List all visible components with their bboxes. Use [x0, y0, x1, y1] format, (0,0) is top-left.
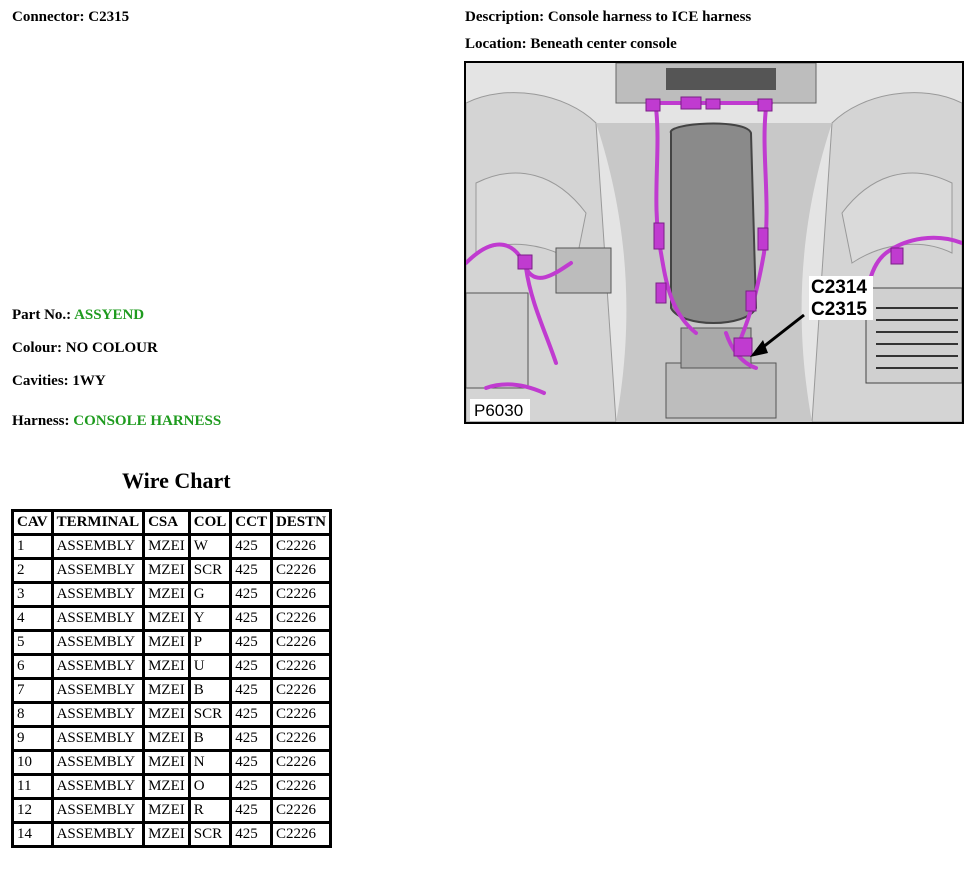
callout-c2315: C2315: [811, 299, 867, 320]
cell-destn: C2226: [273, 584, 329, 605]
cell-terminal: ASSEMBLY: [54, 632, 143, 653]
table-row: [14, 608, 329, 629]
header-cav: CAV: [14, 512, 51, 533]
cell-csa: MZEI: [145, 656, 188, 677]
cell-col: W: [191, 536, 230, 557]
cell-col: R: [191, 800, 230, 821]
connector-line: [12, 8, 129, 26]
cell-cav: 8: [14, 704, 51, 725]
cell-cav: 9: [14, 728, 51, 749]
cell-terminal: ASSEMBLY: [54, 608, 143, 629]
cavities-label: Cavities:: [12, 373, 69, 389]
table-row: [14, 752, 329, 773]
cell-terminal: ASSEMBLY: [54, 752, 143, 773]
cell-cct: 425: [232, 824, 270, 845]
description-label: Description:: [465, 9, 545, 25]
cell-destn: C2226: [273, 632, 329, 653]
colour-label: Colour:: [12, 340, 62, 356]
cell-col: U: [191, 656, 230, 677]
cell-csa: MZEI: [145, 608, 188, 629]
header-terminal: TERMINAL: [54, 512, 143, 533]
cell-terminal: ASSEMBLY: [54, 728, 143, 749]
table-row: [14, 560, 329, 581]
cell-cav: 10: [14, 752, 51, 773]
wire-chart-header: [14, 512, 329, 533]
figure-reference: P6030: [474, 401, 524, 420]
cell-cct: 425: [232, 728, 270, 749]
cell-destn: C2226: [273, 728, 329, 749]
table-row: [14, 800, 329, 821]
cell-terminal: ASSEMBLY: [54, 656, 143, 677]
callout-c2314: C2314: [811, 277, 867, 298]
header-cct: CCT: [232, 512, 270, 533]
cell-cav: 4: [14, 608, 51, 629]
harness-label: Harness:: [12, 413, 70, 429]
table-row: [14, 824, 329, 845]
cell-cct: 425: [232, 704, 270, 725]
cell-terminal: ASSEMBLY: [54, 536, 143, 557]
harness-line: [12, 412, 221, 430]
cell-destn: C2226: [273, 656, 329, 677]
cell-csa: MZEI: [145, 680, 188, 701]
cell-csa: MZEI: [145, 752, 188, 773]
cell-terminal: ASSEMBLY: [54, 776, 143, 797]
cell-cav: 5: [14, 632, 51, 653]
cell-terminal: ASSEMBLY: [54, 680, 143, 701]
cell-csa: MZEI: [145, 728, 188, 749]
cavities-line: [12, 372, 106, 390]
cell-col: SCR: [191, 704, 230, 725]
cell-col: SCR: [191, 824, 230, 845]
cell-csa: MZEI: [145, 704, 188, 725]
cell-terminal: ASSEMBLY: [54, 704, 143, 725]
cell-terminal: ASSEMBLY: [54, 824, 143, 845]
cell-csa: MZEI: [145, 632, 188, 653]
description-line: [465, 8, 751, 26]
cell-col: N: [191, 752, 230, 773]
cell-destn: C2226: [273, 752, 329, 773]
cell-cav: 12: [14, 800, 51, 821]
cell-col: O: [191, 776, 230, 797]
cell-csa: MZEI: [145, 584, 188, 605]
cell-cav: 7: [14, 680, 51, 701]
connector-value: C2315: [88, 9, 130, 25]
header-row: [14, 512, 329, 533]
header-col: COL: [191, 512, 230, 533]
cell-cct: 425: [232, 800, 270, 821]
cell-cct: 425: [232, 608, 270, 629]
table-row: [14, 776, 329, 797]
cavities-value: 1WY: [72, 373, 106, 389]
cell-cct: 425: [232, 584, 270, 605]
table-row: [14, 584, 329, 605]
header-csa: CSA: [145, 512, 188, 533]
cell-cct: 425: [232, 752, 270, 773]
cell-cct: 425: [232, 776, 270, 797]
cell-col: SCR: [191, 560, 230, 581]
cell-col: P: [191, 632, 230, 653]
location-label: Location:: [465, 36, 527, 52]
table-row: [14, 704, 329, 725]
cell-cav: 11: [14, 776, 51, 797]
cell-csa: MZEI: [145, 776, 188, 797]
location-diagram: [464, 61, 964, 424]
description-value: Console harness to ICE harness: [547, 9, 752, 25]
table-row: [14, 536, 329, 557]
table-row: [14, 680, 329, 701]
cell-destn: C2226: [273, 800, 329, 821]
location-diagram-drawing: [466, 63, 962, 422]
colour-value: NO COLOUR: [65, 340, 158, 356]
cell-destn: C2226: [273, 824, 329, 845]
cell-csa: MZEI: [145, 560, 188, 581]
colour-line: [12, 339, 158, 357]
location-line: [465, 35, 677, 53]
cell-cav: 2: [14, 560, 51, 581]
cell-col: B: [191, 680, 230, 701]
location-value: Beneath center console: [530, 36, 677, 52]
harness-value: CONSOLE HARNESS: [73, 413, 222, 429]
cell-terminal: ASSEMBLY: [54, 560, 143, 581]
part-no-value: ASSYEND: [74, 307, 145, 323]
header-destn: DESTN: [273, 512, 329, 533]
cell-destn: C2226: [273, 776, 329, 797]
cell-cct: 425: [232, 536, 270, 557]
cell-destn: C2226: [273, 680, 329, 701]
cell-terminal: ASSEMBLY: [54, 584, 143, 605]
cell-csa: MZEI: [145, 536, 188, 557]
cell-cct: 425: [232, 680, 270, 701]
cell-destn: C2226: [273, 608, 329, 629]
cell-cav: 3: [14, 584, 51, 605]
cell-cct: 425: [232, 560, 270, 581]
connector-label: Connector:: [12, 9, 85, 25]
cell-cct: 425: [232, 656, 270, 677]
cell-terminal: ASSEMBLY: [54, 800, 143, 821]
cell-destn: C2226: [273, 560, 329, 581]
wire-chart-title: Wire Chart: [122, 468, 231, 493]
part-no-line: [12, 306, 144, 324]
table-row: [14, 656, 329, 677]
cell-csa: MZEI: [145, 824, 188, 845]
cell-csa: MZEI: [145, 800, 188, 821]
cell-cav: 6: [14, 656, 51, 677]
cell-cav: 1: [14, 536, 51, 557]
cell-col: G: [191, 584, 230, 605]
cell-cav: 14: [14, 824, 51, 845]
table-row: [14, 728, 329, 749]
cell-destn: C2226: [273, 536, 329, 557]
cell-destn: C2226: [273, 704, 329, 725]
cell-col: B: [191, 728, 230, 749]
wire-chart-body: [14, 536, 329, 845]
cell-cct: 425: [232, 632, 270, 653]
wire-chart-table: [11, 509, 332, 848]
table-row: [14, 632, 329, 653]
cell-col: Y: [191, 608, 230, 629]
part-no-label: Part No.:: [12, 307, 72, 323]
